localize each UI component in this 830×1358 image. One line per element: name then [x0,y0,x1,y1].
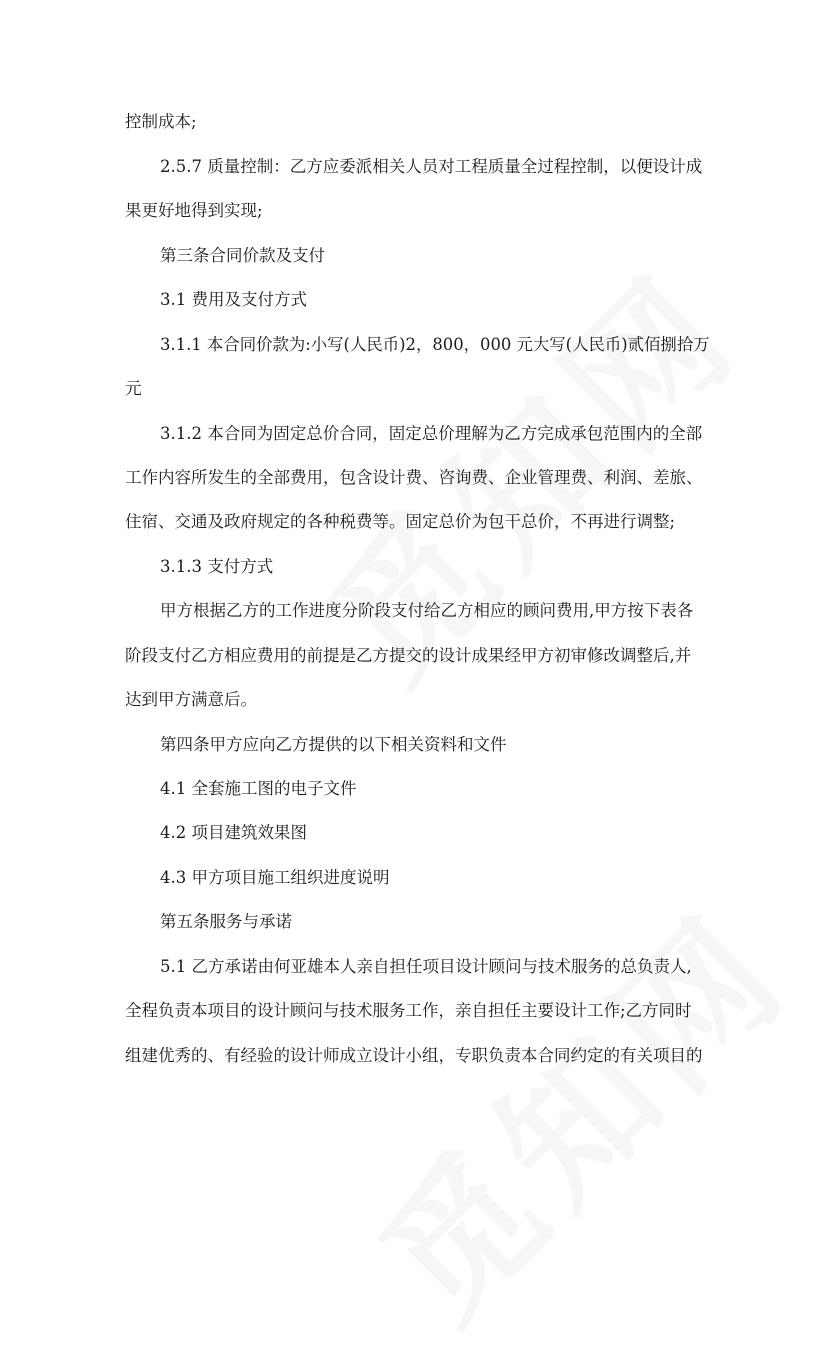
list-item: 4.1 全套施工图的电子文件 [160,779,357,798]
list-item: 4.3 甲方项目施工组织进度说明 [160,868,390,887]
subsection-heading: 3.1.3 支付方式 [160,557,274,576]
paragraph-line: 控制成本; [125,112,197,131]
paragraph-line: 2.5.7 质量控制：乙方应委派相关人员对工程质量全过程控制，以便设计成 [160,157,703,176]
section-heading: 第三条合同价款及支付 [160,246,325,265]
paragraph-line: 住宿、交通及政府规定的各种税费等。固定总价为包干总价，不再进行调整; [125,512,676,531]
paragraph-line: 5.1 乙方承诺由何亚雄本人亲自担任项目设计顾问与技术服务的总负责人, [160,957,692,976]
paragraph-line: 3.1.2 本合同为固定总价合同，固定总价理解为乙方完成承包范围内的全部 [160,424,703,443]
paragraph-line: 3.1.1 本合同价款为:小写(人民币)2，800，000 元大写(人民币)贰佰捌拾万 [160,335,710,354]
subsection-heading: 3.1 费用及支付方式 [160,290,307,309]
paragraph-line: 达到甲方满意后。 [125,690,257,709]
paragraph-line: 果更好地得到实现; [125,201,263,220]
section-heading: 第四条甲方应向乙方提供的以下相关资料和文件 [160,735,507,754]
paragraph-line: 组建优秀的、有经验的设计师成立设计小组，专职负责本合同约定的有关项目的 [125,1046,703,1065]
paragraph-line: 全程负责本项目的设计顾问与技术服务工作，亲自担任主要设计工作;乙方同时 [125,1001,692,1020]
list-item: 4.2 项目建筑效果图 [160,823,307,842]
section-heading: 第五条服务与承诺 [160,912,292,931]
watermark [326,858,827,1358]
paragraph-line: 元 [125,379,142,398]
paragraph-line: 甲方根据乙方的工作进度分阶段支付给乙方相应的顾问费用,甲方按下表各 [160,601,694,620]
paragraph-line: 阶段支付乙方相应费用的前提是乙方提交的设计成果经甲方初审修改调整后,并 [125,646,692,665]
paragraph-line: 工作内容所发生的全部费用，包含设计费、咨询费、企业管理费、利润、差旅、 [125,468,703,487]
